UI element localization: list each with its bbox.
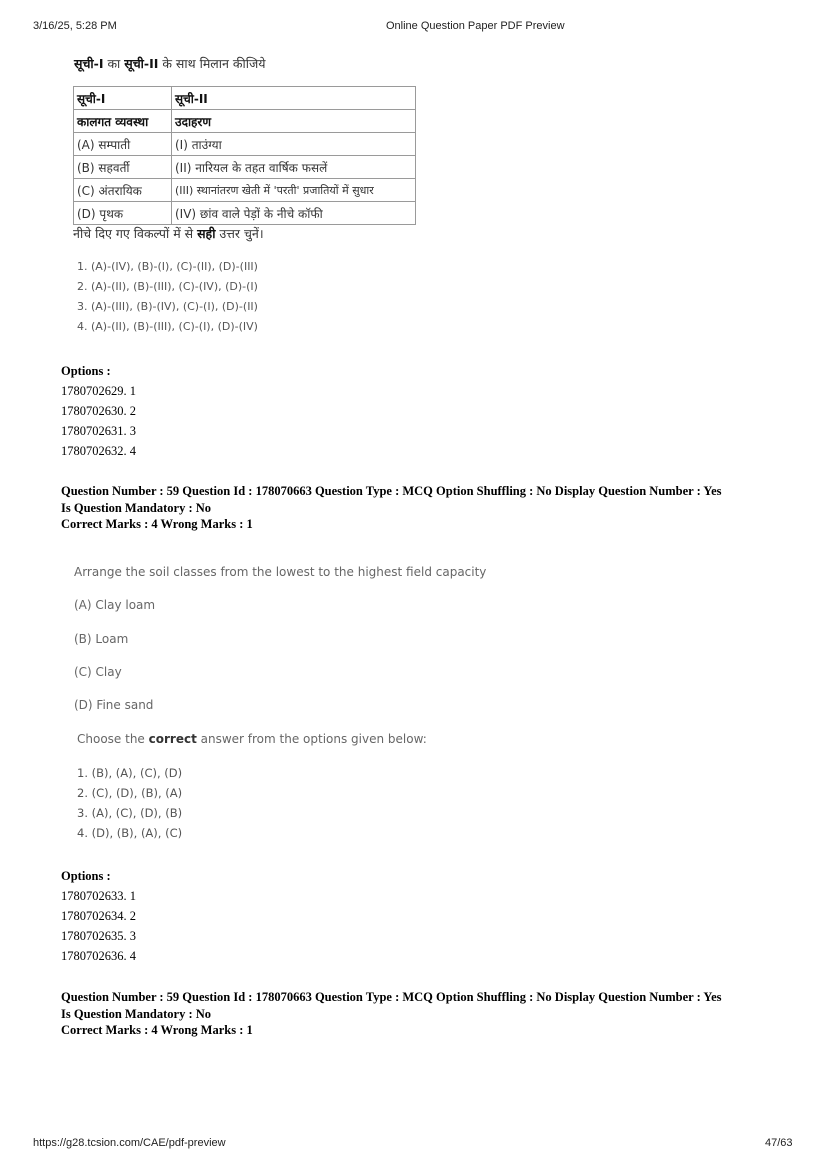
q2-instruction-bold: correct	[148, 732, 197, 746]
list-item: 2. (A)-(II), (B)-(III), (C)-(IV), (D)-(I)	[77, 280, 258, 293]
table-row	[74, 179, 416, 202]
option-id: 1780702634. 2	[61, 909, 136, 923]
q1-title-suffix: के साथ मिलान कीजिये	[158, 56, 266, 71]
meta-line: Correct Marks : 4 Wrong Marks : 1	[61, 517, 253, 531]
meta-line: Question Number : 59 Question Id : 178070663 Question Type : MCQ Option Shuffling : No Display Question Number : Yes	[61, 990, 722, 1004]
q2-item: (A) Clay loam	[74, 598, 156, 612]
table-row	[74, 87, 416, 110]
table-cell: (B) सहवर्ती	[74, 156, 172, 179]
q2-stem: Arrange the soil classes from the lowest to the highest field capacity	[74, 565, 487, 579]
option-id: 1780702631. 3	[61, 424, 136, 438]
question-meta	[61, 483, 722, 533]
list-item: 3. (A), (C), (D), (B)	[77, 806, 183, 820]
q1-title-list2: सूची-II	[124, 56, 159, 71]
options-label: Options :	[61, 869, 111, 883]
matching-table	[73, 86, 416, 225]
q2-instruction	[77, 732, 427, 746]
table-cell: सूची-I	[74, 87, 172, 110]
table-cell: कालगत व्यवस्था	[74, 110, 172, 133]
options-label: Options :	[61, 364, 111, 378]
table-row	[74, 110, 416, 133]
option-id: 1780702632. 4	[61, 444, 136, 458]
q1-title-mid: का	[103, 56, 125, 71]
meta-line: Is Question Mandatory : No	[61, 1006, 212, 1021]
q1-title	[74, 55, 266, 72]
table-row	[74, 133, 416, 156]
q1-instruction-suffix: उत्तर चुनें।	[215, 226, 264, 241]
table-row	[74, 156, 416, 179]
table-cell: (D) पृथक	[74, 202, 172, 225]
list-item: 1. (A)-(IV), (B)-(I), (C)-(II), (D)-(III)	[77, 260, 258, 273]
q1-instruction	[73, 225, 264, 242]
meta-line: Question Number : 59 Question Id : 178070663 Question Type : MCQ Option Shuffling : No Display Question Number : Yes	[61, 484, 722, 498]
q2-options-block	[61, 866, 136, 966]
option-id: 1780702636. 4	[61, 949, 136, 963]
q2-item: (B) Loam	[74, 632, 129, 646]
option-id: 1780702635. 3	[61, 929, 136, 943]
list-item: 1. (B), (A), (C), (D)	[77, 766, 183, 780]
q1-instruction-bold: सही	[197, 226, 216, 241]
q2-item: (D) Fine sand	[74, 698, 154, 712]
list-item: 2. (C), (D), (B), (A)	[77, 786, 183, 800]
page-title: Online Question Paper PDF Preview	[386, 20, 565, 32]
q2-instruction-suffix: answer from the options given below:	[196, 732, 427, 746]
list-item: 4. (A)-(II), (B)-(III), (C)-(I), (D)-(IV)	[77, 320, 258, 333]
print-datetime: 3/16/25, 5:28 PM	[33, 20, 117, 32]
q2-choices	[77, 763, 182, 843]
q2-instruction-prefix: Choose the	[77, 732, 149, 746]
option-id: 1780702633. 1	[61, 889, 136, 903]
table-cell: उदाहरण	[172, 110, 416, 133]
meta-line: Correct Marks : 4 Wrong Marks : 1	[61, 1023, 253, 1037]
table-cell: (II) नारियल के तहत वार्षिक फसलें	[172, 156, 416, 179]
q1-instruction-prefix: नीचे दिए गए विकल्पों में से	[73, 226, 198, 241]
question-meta	[61, 989, 722, 1039]
q1-options-block	[61, 361, 136, 461]
table-cell: (C) अंतरायिक	[74, 179, 172, 202]
q2-item: (C) Clay	[74, 665, 122, 679]
table-cell: (IV) छांव वाले पेड़ों के नीचे कॉफी	[172, 202, 416, 225]
table-cell: सूची-II	[172, 87, 416, 110]
option-id: 1780702629. 1	[61, 384, 136, 398]
page-number: 47/63	[765, 1137, 793, 1149]
table-cell: (A) सम्पाती	[74, 133, 172, 156]
q1-choices	[77, 257, 258, 337]
list-item: 3. (A)-(III), (B)-(IV), (C)-(I), (D)-(II)	[77, 300, 258, 313]
page-url: https://g28.tcsion.com/CAE/pdf-preview	[33, 1137, 226, 1149]
table-cell: (III) स्थानांतरण खेती में 'परती' प्रजातियों में सुधार	[172, 179, 416, 202]
option-id: 1780702630. 2	[61, 404, 136, 418]
table-row	[74, 202, 416, 225]
meta-line: Is Question Mandatory : No	[61, 500, 212, 515]
table-cell: (I) ताउंग्या	[172, 133, 416, 156]
list-item: 4. (D), (B), (A), (C)	[77, 826, 183, 840]
q1-title-list1: सूची-I	[74, 56, 104, 71]
